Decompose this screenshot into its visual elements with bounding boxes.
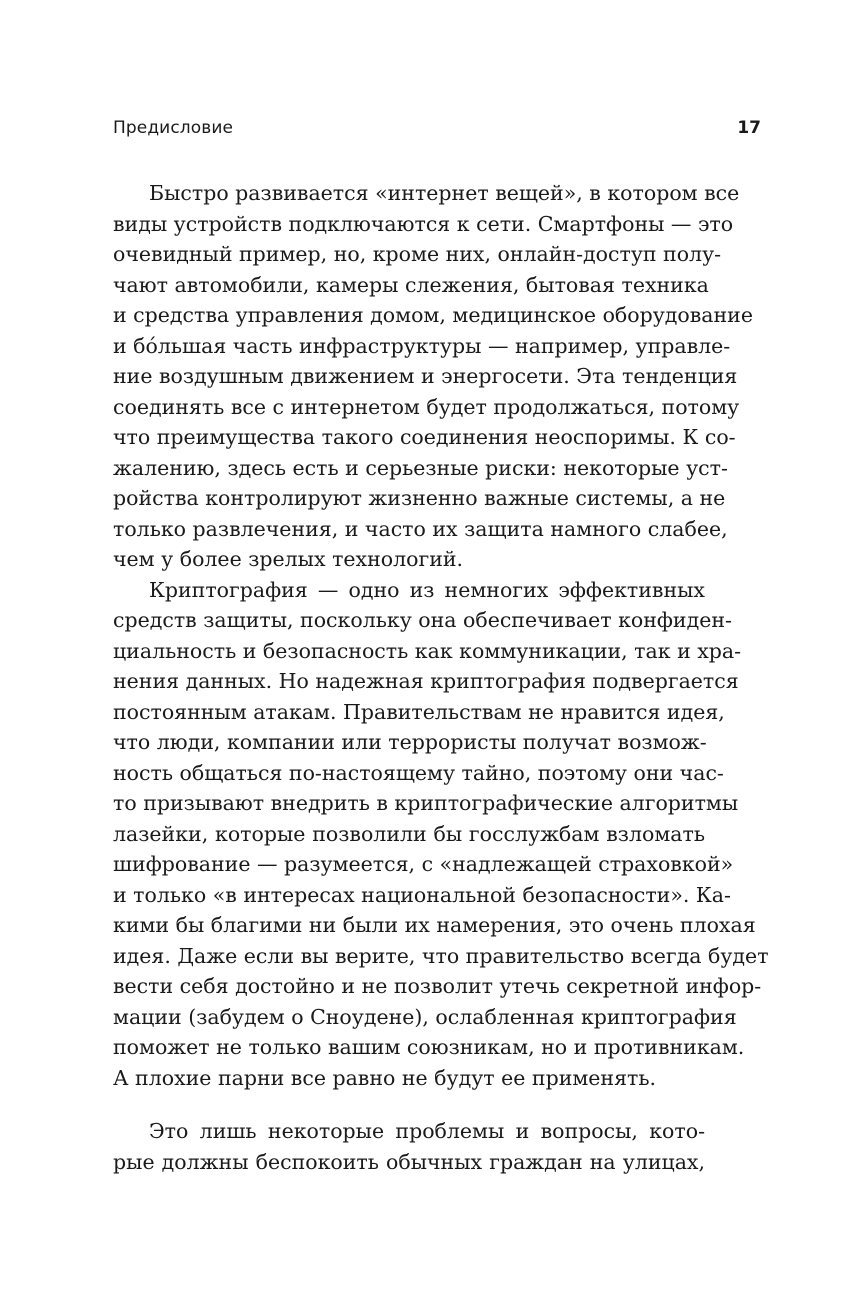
paragraph-cryptography xyxy=(113,575,769,1094)
text-line: шифрование — разумеется, с «надлежащей страховкой» xyxy=(113,852,734,876)
text-line: мации (забудем о Сноудене), ослабленная криптография xyxy=(113,1004,737,1029)
text-line: чем у более зрелых технологий. xyxy=(113,547,464,571)
secondary-text-block xyxy=(113,1116,705,1177)
text-line: что люди, компании или террористы получат возмож- xyxy=(113,730,707,754)
text-line: средств защиты, поскольку она обеспечивает конфиден- xyxy=(113,608,732,632)
text-line: очевидный пример, но, кроме них, онлайн-доступ полу- xyxy=(113,242,722,266)
page-number: 17 xyxy=(737,118,761,138)
text-line: А плохие парни все равно не будут ее применять. xyxy=(113,1065,657,1090)
text-line: Быстро развивается «интернет вещей», в котором все xyxy=(149,181,740,205)
running-header xyxy=(113,118,761,146)
text-line: циальность и безопасность как коммуникации, так и хра- xyxy=(113,638,742,663)
text-line: соединять все с интернетом будет продолжаться, потому xyxy=(113,394,740,419)
paragraph-problems xyxy=(113,1116,705,1177)
text-line: виды устройств подключаются к сети. Смартфоны — это xyxy=(113,211,734,236)
text-line: Криптография — одно из немногих эффективных xyxy=(149,577,705,602)
text-line: то призывают внедрить в криптографические алгоритмы xyxy=(113,791,739,815)
text-line: жалению, здесь есть и серьезные риски: некоторые уст- xyxy=(113,455,728,480)
text-line: кими бы благими ни были их намерения, это очень плохая xyxy=(113,913,756,937)
text-line: и средства управления домом, медицинское оборудование xyxy=(113,303,753,327)
text-line: ность общаться по-настоящему тайно, поэтому они час- xyxy=(113,760,724,785)
text-line: вести себя достойно и не позволит утечь секретной инфор- xyxy=(113,974,762,998)
text-line: лазейки, которые позволили бы госслужбам взломать xyxy=(113,821,705,846)
text-line: только развлечения, и часто их защита намного слабее, xyxy=(113,516,728,541)
text-line: Это лишь некоторые проблемы и вопросы, кото- xyxy=(149,1119,705,1143)
main-text-block xyxy=(113,178,769,1093)
text-line: поможет не только вашим союзникам, но и противникам. xyxy=(113,1035,745,1059)
text-line: ройства контролируют жизненно важные системы, а не xyxy=(113,486,726,510)
text-line: что преимущества такого соединения неоспоримы. К со- xyxy=(113,425,736,449)
text-line: и бóльшая часть инфраструктуры — например, управле- xyxy=(113,333,731,358)
text-line: ние воздушным движением и энергосети. Эта тенденция xyxy=(113,364,738,388)
paragraph-internet-of-things xyxy=(113,178,753,575)
text-line: идея. Даже если вы верите, что правительство всегда будет xyxy=(113,943,769,968)
text-line: постоянным атакам. Правительствам не нравится идея, xyxy=(113,699,725,724)
text-line: рые должны беспокоить обычных граждан на улицах, xyxy=(113,1149,705,1174)
text-line: нения данных. Но надежная криптография подвергается xyxy=(113,669,739,693)
running-title: Предисловие xyxy=(113,118,234,138)
text-line: чают автомобили, камеры слежения, бытовая техника xyxy=(113,272,709,297)
text-line: и только «в интересах национальной безопасности». Ка- xyxy=(113,882,731,907)
